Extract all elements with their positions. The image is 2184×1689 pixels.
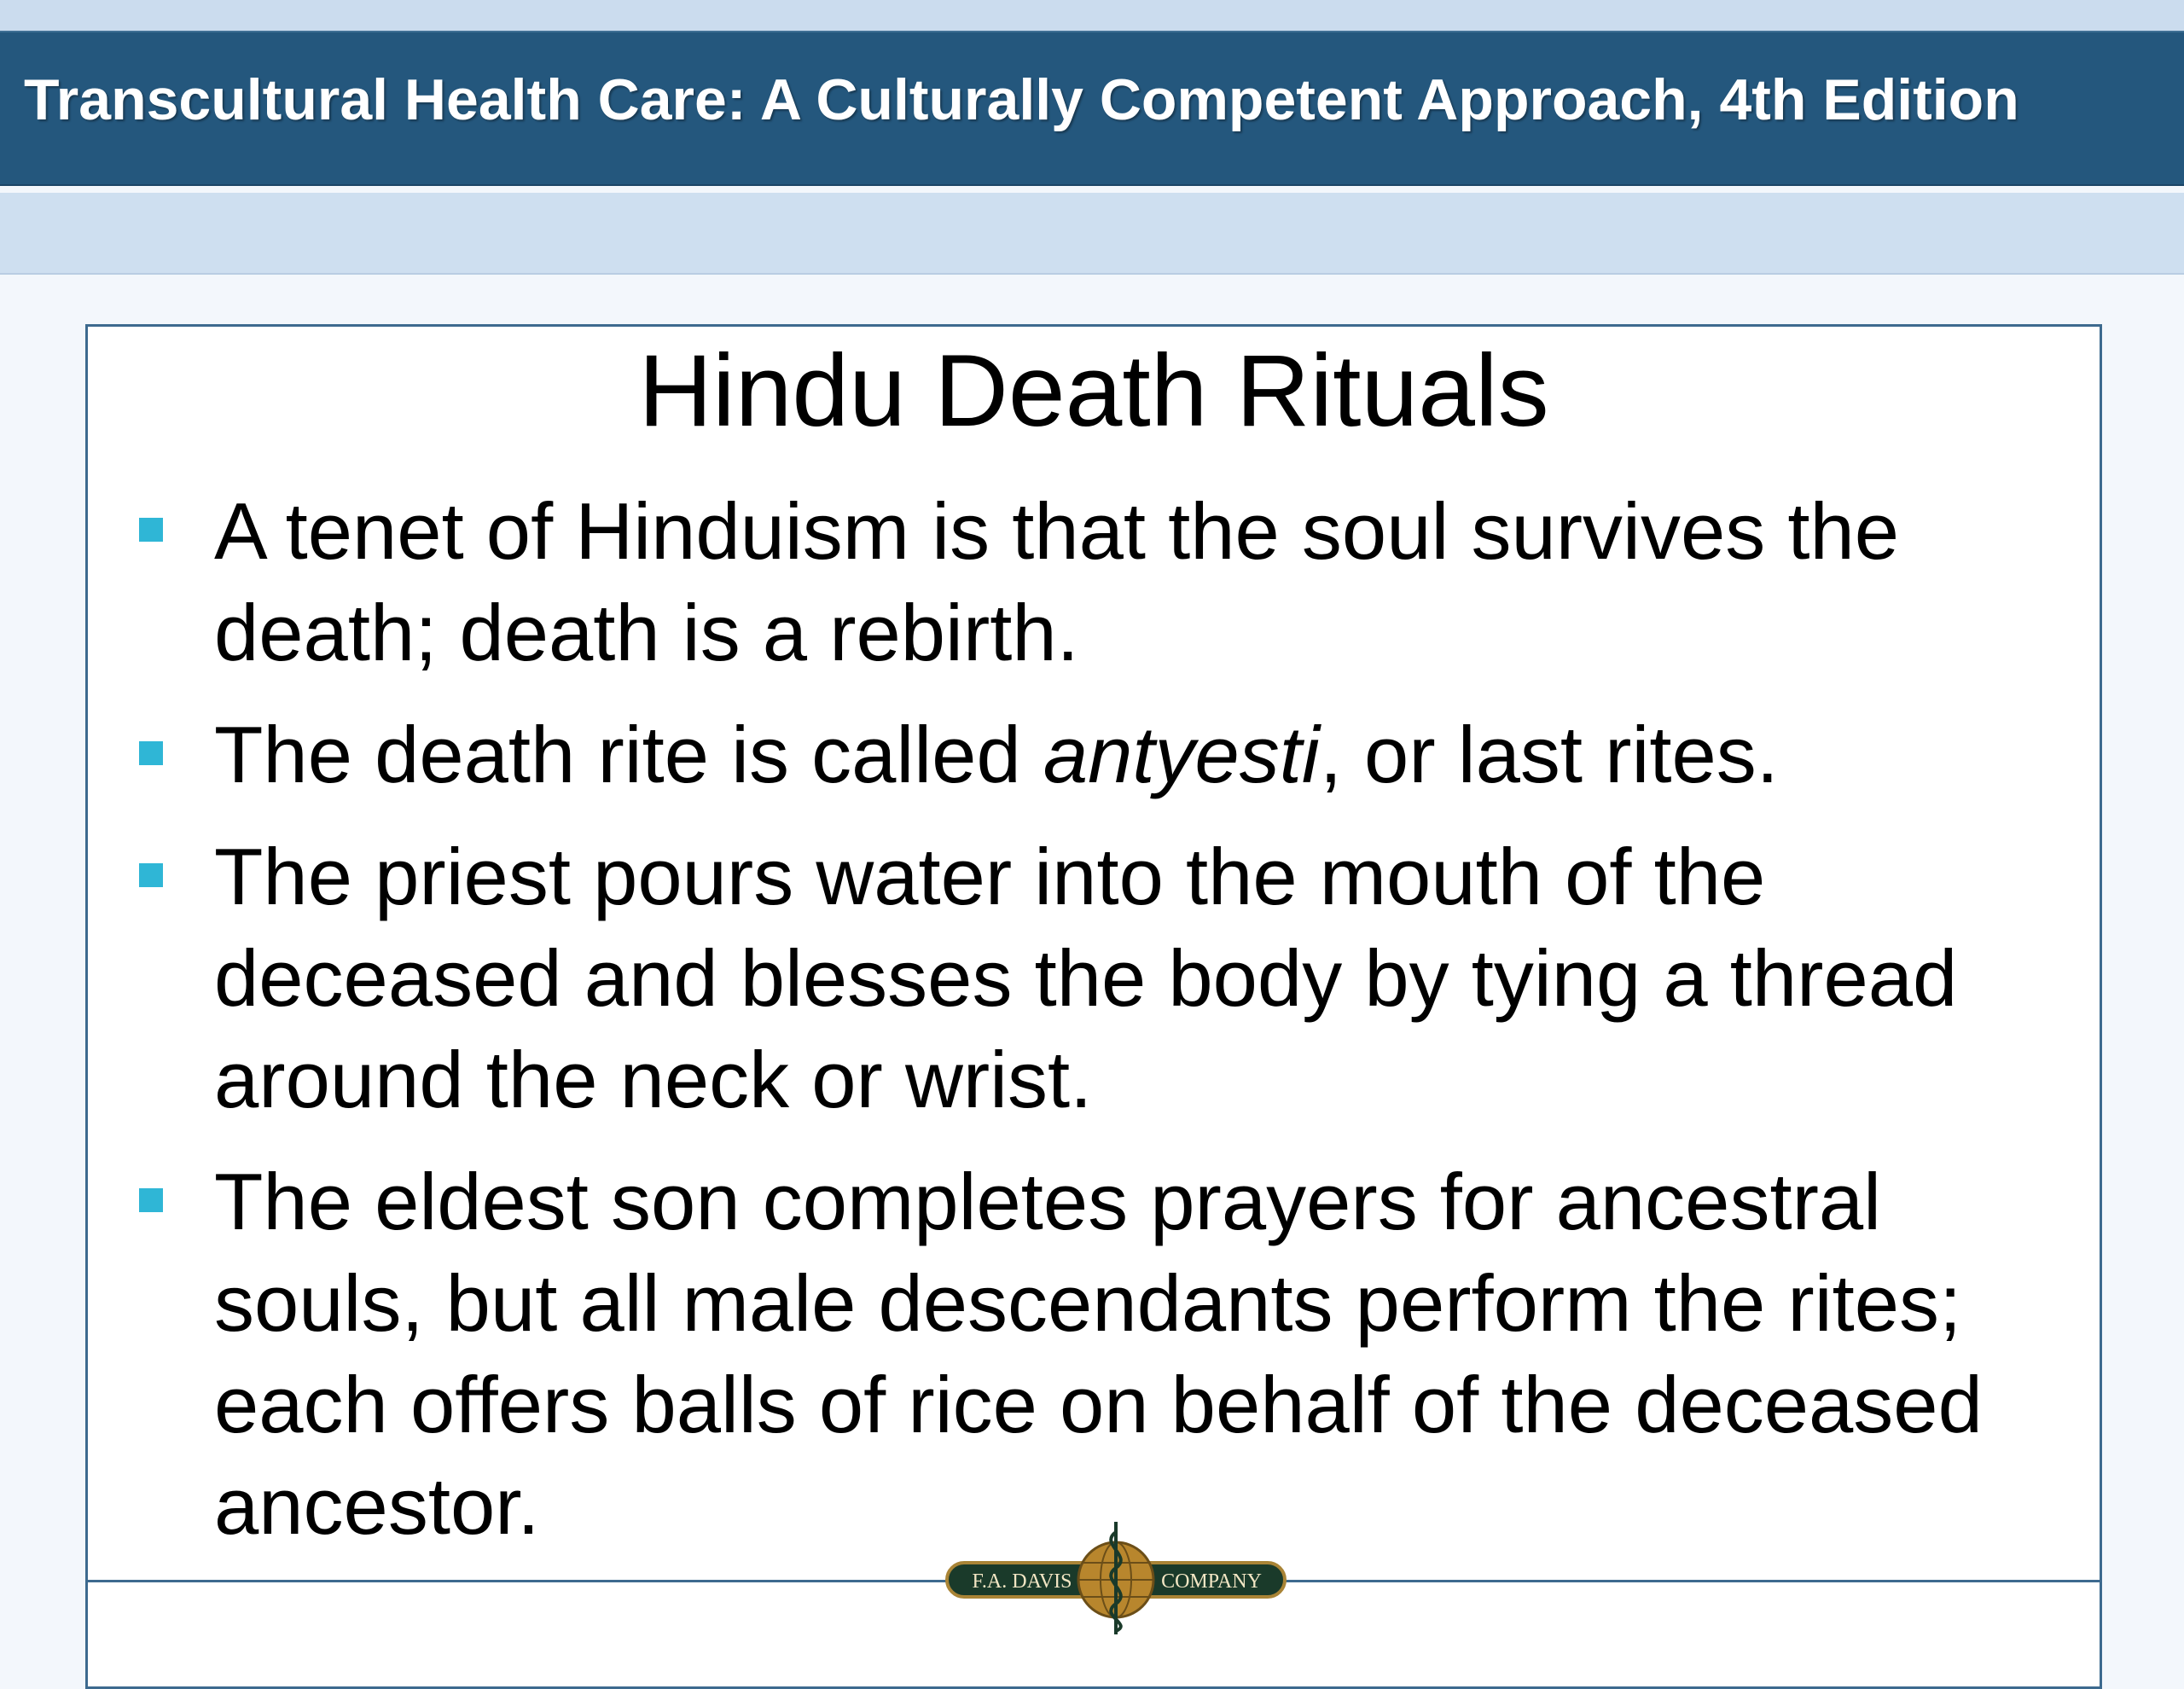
- bullet-item: [88, 480, 2100, 683]
- bullet-text-before: The death rite is called: [214, 710, 1043, 799]
- book-title: Transcultural Health Care: A Culturally Competent Approach, 4th Edition: [24, 67, 2019, 132]
- bullet-item: [88, 1151, 2100, 1557]
- bullet-list: [88, 480, 2100, 1577]
- bullet-text-italic-term: antyesti: [1043, 710, 1320, 799]
- bullet-text: The eldest son completes prayers for ancestral souls, but all male descendants perform the rites; each offers balls of rice on behalf of the deceased ancestor.: [214, 1157, 1983, 1551]
- header-bar: [0, 31, 2184, 186]
- square-bullet-icon: [139, 1188, 163, 1212]
- header-sub-band: [0, 193, 2184, 275]
- bullet-text-after: , or last rites.: [1319, 710, 1779, 799]
- fa-davis-logo: [945, 1518, 1287, 1638]
- slide-title: Hindu Death Rituals: [638, 334, 1549, 448]
- logo-left-text: F.A. DAVIS: [972, 1570, 1072, 1593]
- square-bullet-icon: [139, 863, 163, 887]
- bullet-item: [88, 826, 2100, 1130]
- square-bullet-icon: [139, 741, 163, 765]
- slide-content: [85, 324, 2102, 1689]
- bullet-text: The priest pours water into the mouth of the deceased and blesses the body by tying a thread around the neck or wrist.: [214, 832, 1958, 1124]
- bullet-item: [88, 704, 2100, 805]
- logo-right-text: COMPANY: [1161, 1570, 1262, 1593]
- top-accent-strip: [0, 0, 2184, 31]
- bullet-text: A tenet of Hinduism is that the soul survives the death; death is a rebirth.: [214, 486, 1900, 677]
- square-bullet-icon: [139, 518, 163, 542]
